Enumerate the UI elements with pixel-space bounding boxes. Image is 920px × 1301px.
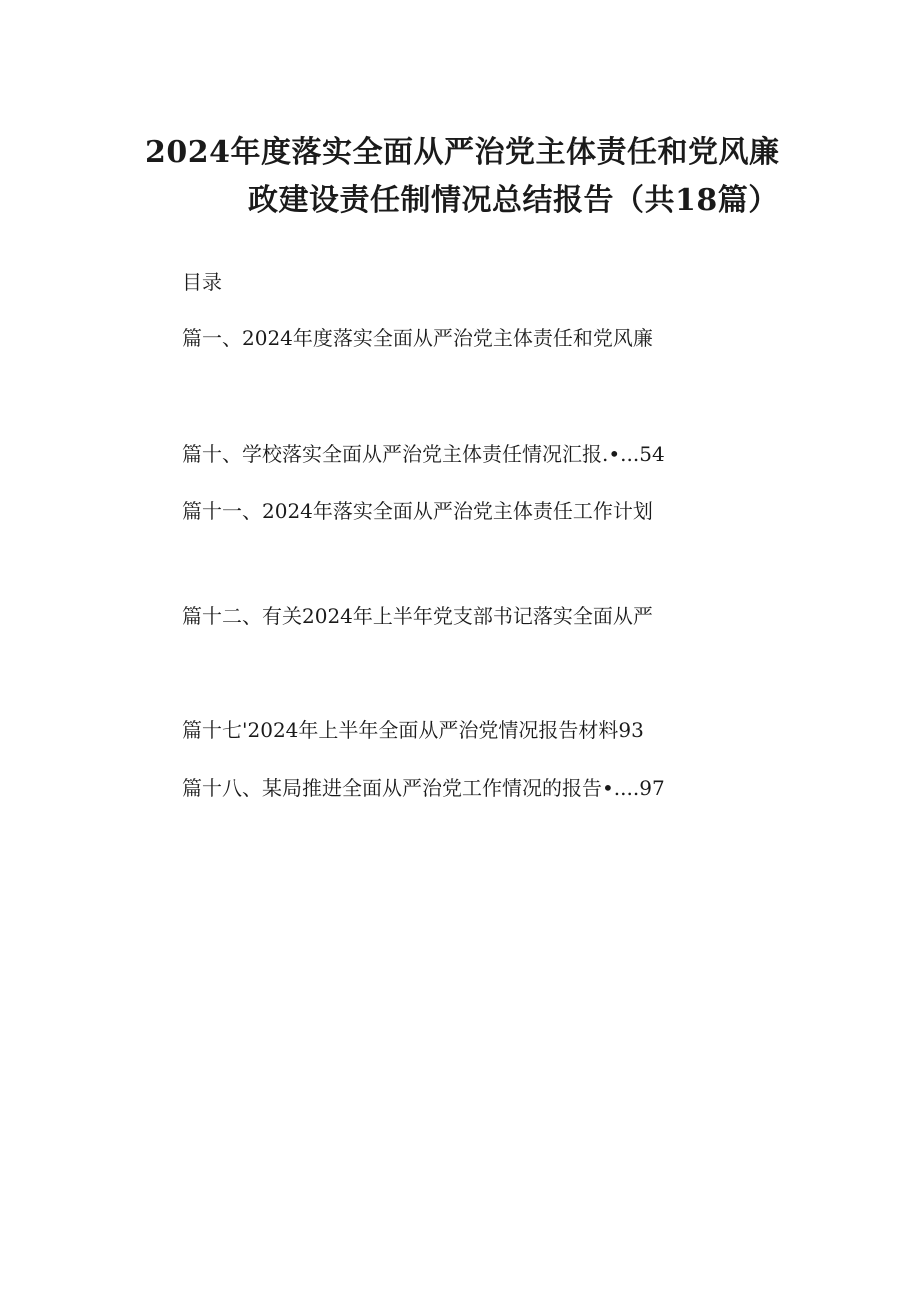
toc-item-4[interactable]: [182, 604, 653, 628]
toc-item-6[interactable]: [182, 776, 665, 800]
document-title-line-1: 2024年度落实全面从严治党主体责任和党风廉: [145, 135, 780, 170]
toc-item-2[interactable]: [182, 442, 665, 466]
toc-item-page: 54: [639, 442, 665, 466]
toc-item-3[interactable]: [182, 499, 653, 523]
toc-item-5[interactable]: [182, 718, 644, 742]
toc-item-1[interactable]: [182, 326, 653, 350]
toc-item-text: 篇十七'2024年上半年全面从严治党情况报告材料: [182, 718, 619, 742]
document-title-line-2: 政建设责任制情况总结报告（共18篇）: [248, 183, 779, 218]
toc-item-text: 篇一、2024年度落实全面从严治党主体责任和党风廉: [182, 326, 653, 350]
toc-item-page: 93: [618, 718, 644, 742]
toc-item-page: 97: [639, 776, 665, 800]
toc-item-text: 篇十一、2024年落实全面从严治党主体责任工作计划: [182, 499, 653, 523]
toc-item-text: 篇十二、有关2024年上半年党支部书记落实全面从严: [182, 604, 653, 628]
toc-item-text: 篇十八、某局推进全面从严治党工作情况的报告•....: [182, 776, 640, 800]
toc-item-text: 篇十、学校落实全面从严治党主体责任情况汇报.•...: [182, 442, 640, 466]
toc-heading: 目录: [182, 270, 222, 294]
